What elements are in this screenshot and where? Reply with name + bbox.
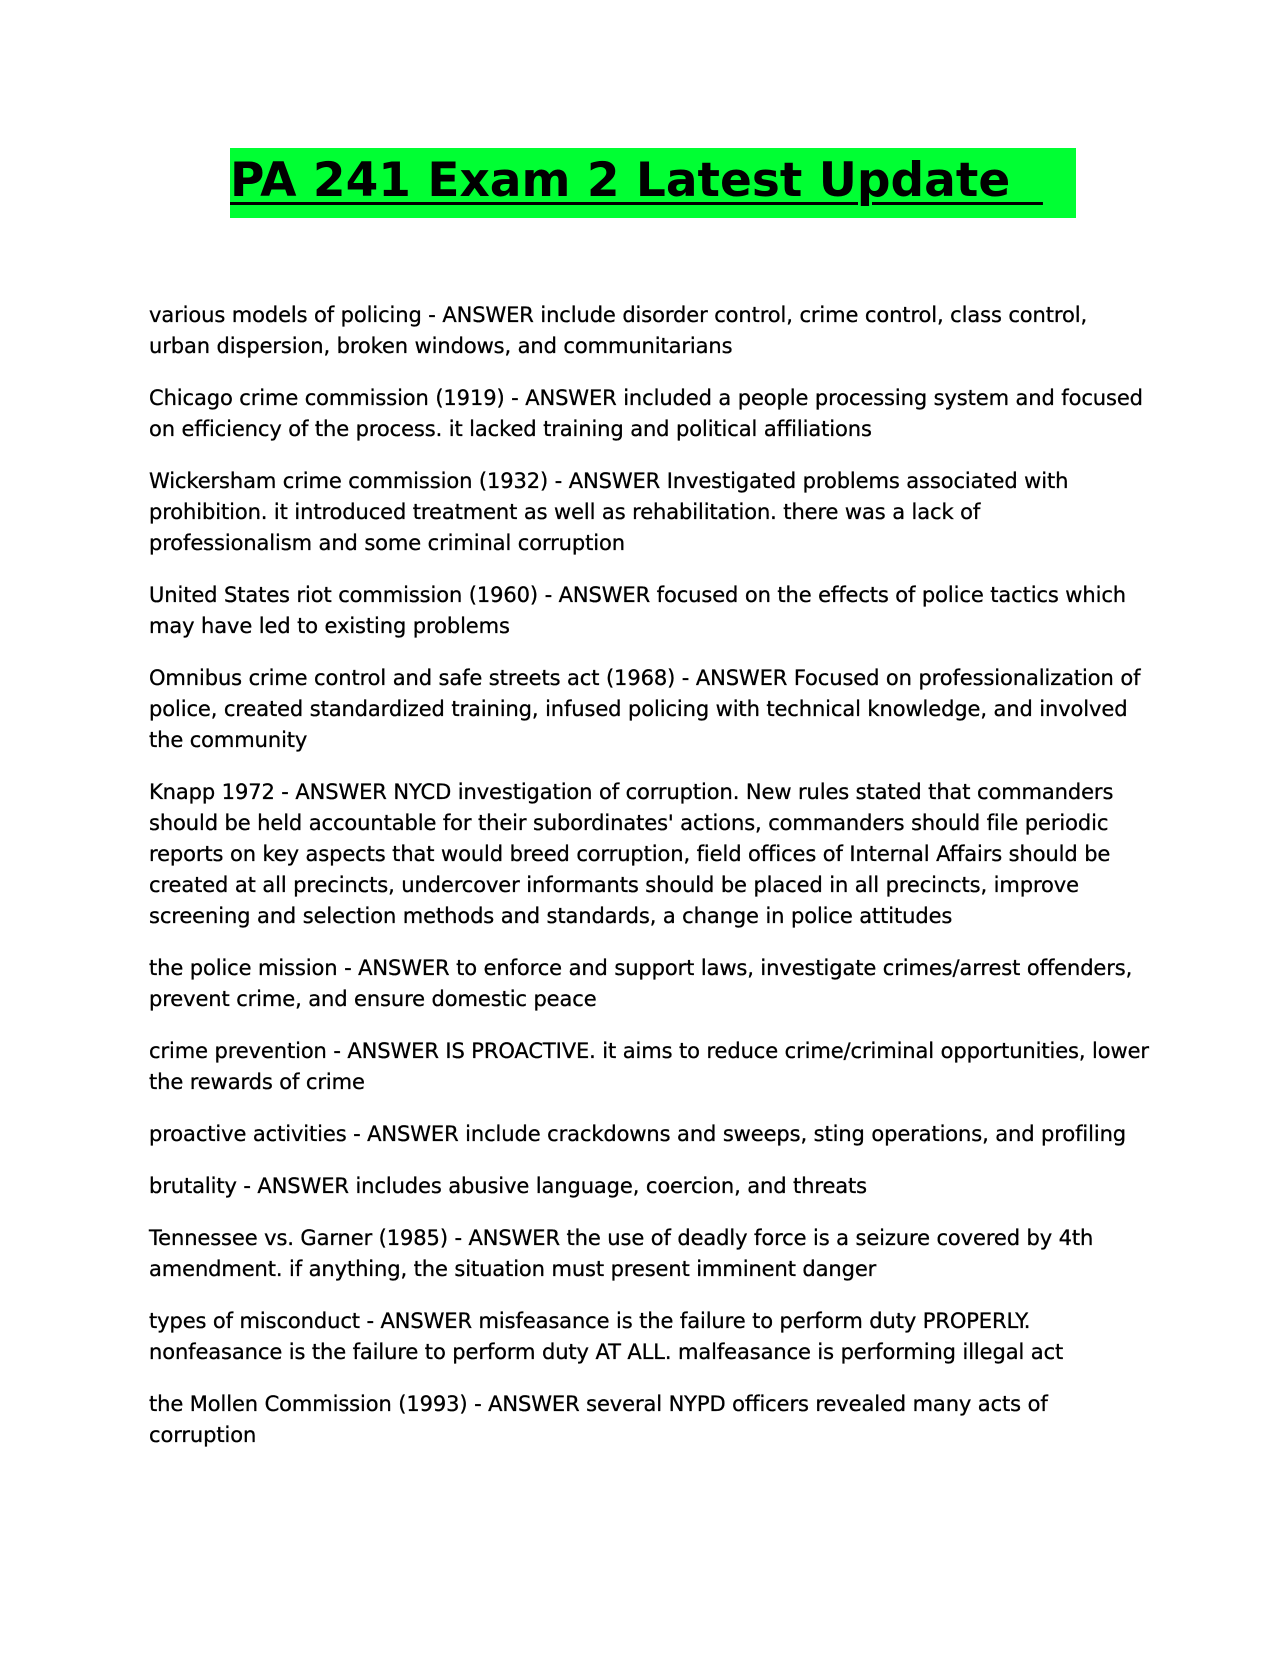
qa-item-wickersham-commission: Wickersham crime commission (1932) - ANSWER Investigated problems associated with prohibition. it introduced treatment as well as rehabilitation. there was a lack of professionalism and some criminal corruption [149,469,1069,555]
qa-item-riot-commission: United States riot commission (1960) - ANSWER focused on the effects of police tactics which may have led to existing problems [149,583,1126,638]
qa-item-crime-prevention: crime prevention - ANSWER IS PROACTIVE. it aims to reduce crime/criminal opportunities, lower the rewards of crime [149,1039,1149,1094]
qa-item-policing-models: various models of policing - ANSWER include disorder control, crime control, class control, urban dispersion, broken windows, and communitarians [149,303,1088,358]
qa-item-chicago-commission: Chicago crime commission (1919) - ANSWER included a people processing system and focused on efficiency of the process. it lacked training and political affiliations [149,386,1143,441]
title-highlight [230,148,1076,218]
qa-item-misconduct-types: types of misconduct - ANSWER misfeasance is the failure to perform duty PROPERLY. nonfeasance is the failure to perform duty AT ALL. malfeasance is performing illegal act [149,1309,1064,1364]
qa-item-police-mission: the police mission - ANSWER to enforce and support laws, investigate crimes/arrest offenders, prevent crime, and ensure domestic peace [149,956,1133,1011]
qa-item-mollen-commission: the Mollen Commission (1993) - ANSWER several NYPD officers revealed many acts of corruption [149,1392,1048,1447]
qa-list [149,300,1149,1472]
document-title: PA 241 Exam 2 Latest Update [230,153,1043,208]
qa-item-brutality: brutality - ANSWER includes abusive language, coercion, and threats [149,1174,868,1198]
qa-item-proactive-activities: proactive activities - ANSWER include crackdowns and sweeps, sting operations, and profiling [149,1122,1127,1146]
qa-item-omnibus-act: Omnibus crime control and safe streets act (1968) - ANSWER Focused on professionalization of police, created standardized training, infused policing with technical knowledge, and involved the community [149,666,1141,752]
qa-item-knapp-1972: Knapp 1972 - ANSWER NYCD investigation of corruption. New rules stated that commanders should be held accountable for their subordinates' actions, commanders should file periodic reports on key aspects that would breed corruption, field offices of Internal Affairs should be created at all precincts, undercover informants should be placed in all precincts, improve screening and selection methods and standards, a change in police attitudes [149,780,1114,928]
qa-item-tennessee-garner: Tennessee vs. Garner (1985) - ANSWER the use of deadly force is a seizure covered by 4th amendment. if anything, the situation must present imminent danger [149,1226,1094,1281]
